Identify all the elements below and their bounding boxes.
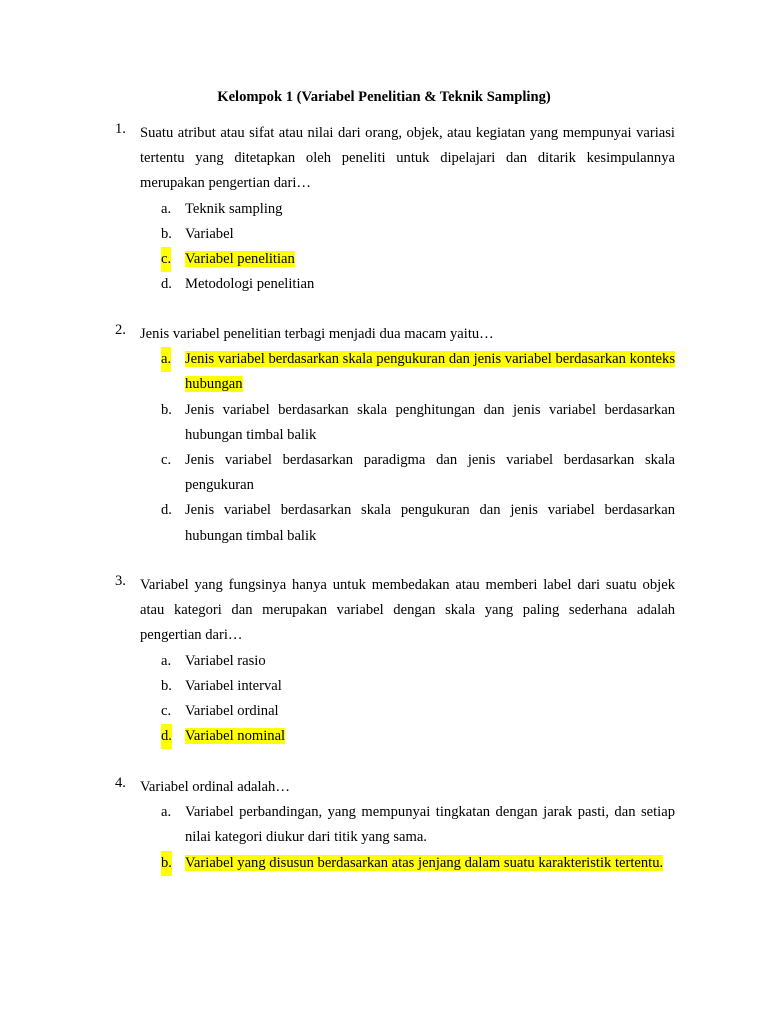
question-number: 4.	[115, 775, 126, 791]
question-2	[115, 322, 675, 549]
option-text: Jenis variabel berdasarkan skala penghitungan dan jenis variabel berdasarkan hubungan timbal balik	[185, 401, 675, 443]
question-1	[115, 121, 675, 297]
option-a	[115, 800, 675, 850]
question-number: 1.	[115, 121, 126, 137]
option-a	[115, 197, 675, 222]
option-text: Variabel interval	[185, 677, 282, 694]
question-text: Jenis variabel penelitian terbagi menjadi dua macam yaitu…	[140, 326, 494, 342]
option-text: Variabel ordinal	[185, 703, 279, 720]
option-text: Variabel yang disusun berdasarkan atas jenjang dalam suatu karakteristik tertentu.	[185, 854, 664, 871]
option-c	[115, 699, 675, 724]
option-letter: b.	[161, 401, 172, 418]
option-letter: a.	[161, 347, 171, 372]
option-letter: a.	[161, 652, 172, 669]
option-letter: c.	[161, 452, 172, 469]
option-c	[115, 448, 675, 498]
option-letter: b.	[161, 225, 172, 242]
option-letter: d.	[161, 502, 172, 519]
option-d-highlighted	[115, 724, 675, 749]
option-text: Teknik sampling	[185, 200, 283, 217]
option-list	[115, 649, 675, 750]
option-letter: b.	[161, 677, 172, 694]
option-b	[115, 222, 675, 247]
option-list	[115, 197, 675, 298]
option-letter: b.	[161, 851, 172, 876]
option-list	[115, 347, 675, 549]
option-letter: a.	[161, 804, 172, 821]
option-text: Variabel nominal	[185, 728, 286, 745]
question-text: Variabel yang fungsinya hanya untuk membedakan atau memberi label dari suatu objek atau kategori dan merupakan variabel dengan skala yang paling sederhana adalah pengertian dari…	[140, 577, 675, 644]
option-c-highlighted	[115, 247, 675, 272]
option-text: Jenis variabel berdasarkan skala pengukuran dan jenis variabel berdasarkan konteks hubungan	[185, 351, 675, 393]
option-d	[115, 272, 675, 297]
option-list	[115, 800, 675, 876]
option-a-highlighted	[115, 347, 675, 397]
question-number: 3.	[115, 573, 126, 589]
option-letter: d.	[161, 724, 172, 749]
option-letter: c.	[161, 247, 171, 272]
option-letter: c.	[161, 703, 172, 720]
option-text: Variabel rasio	[185, 652, 266, 669]
option-b	[115, 674, 675, 699]
question-3	[115, 573, 675, 749]
option-text: Variabel perbandingan, yang mempunyai tingkatan dengan jarak pasti, dan setiap nilai kategori diukur dari titik yang sama.	[185, 804, 675, 846]
question-text: Suatu atribut atau sifat atau nilai dari orang, objek, atau kegiatan yang mempunyai variasi tertentu yang ditetapkan oleh peneliti untuk dipelajari dan ditarik kesimpulannya merupakan pengertian dari…	[140, 125, 675, 192]
question-text: Variabel ordinal adalah…	[140, 779, 290, 795]
option-letter: d.	[161, 276, 172, 293]
option-a	[115, 649, 675, 674]
question-number: 2.	[115, 322, 126, 338]
option-text: Metodologi penelitian	[185, 276, 315, 293]
page-title: Kelompok 1 (Variabel Penelitian & Teknik Sampling)	[217, 89, 551, 105]
option-text: Variabel	[185, 225, 234, 242]
option-text: Variabel penelitian	[185, 251, 295, 268]
option-letter: a.	[161, 200, 172, 217]
option-text: Jenis variabel berdasarkan skala pengukuran dan jenis variabel berdasarkan hubungan timbal balik	[185, 502, 675, 544]
option-b-highlighted	[115, 851, 675, 876]
option-d	[115, 498, 675, 548]
option-b	[115, 398, 675, 448]
option-text: Jenis variabel berdasarkan paradigma dan jenis variabel berdasarkan skala pengukuran	[185, 452, 675, 494]
question-4	[115, 775, 675, 876]
